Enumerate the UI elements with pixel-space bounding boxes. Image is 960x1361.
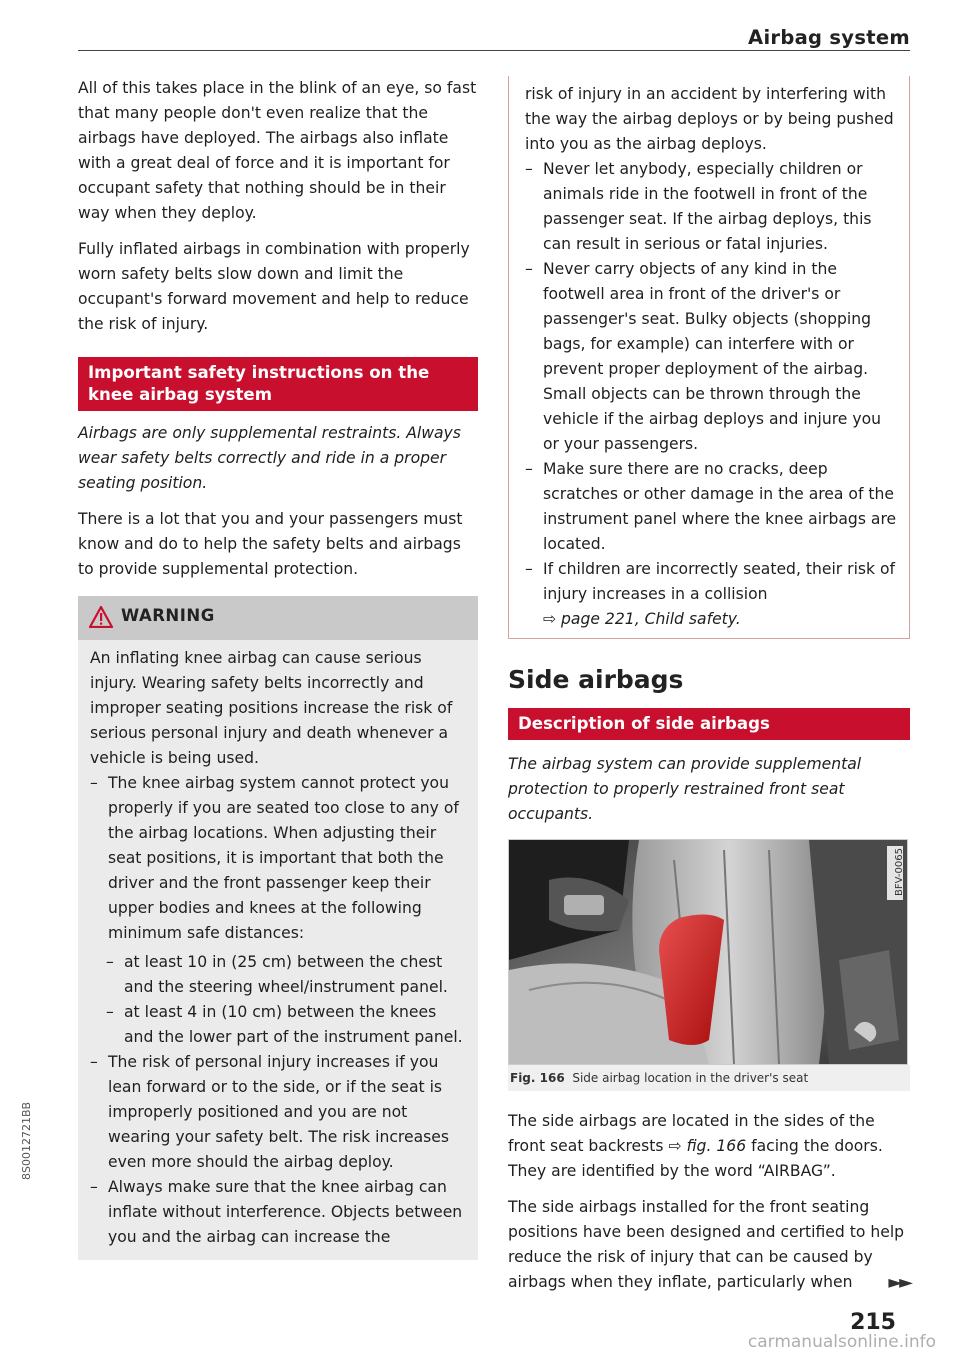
section-heading-side-airbags: Description of side airbags	[508, 708, 910, 740]
warning-box	[78, 596, 478, 1260]
section-heading-knee-airbag: Important safety instructions on the knee airbag system	[78, 357, 478, 411]
warning-bullet: – Always make sure that the knee airbag can inflate without interference. Objects between you and the airbag can increase the	[90, 1175, 466, 1250]
side-airbags-heading: Side airbags	[508, 665, 684, 694]
figure-code: BFV-0065	[894, 848, 905, 896]
right-column	[508, 76, 910, 1295]
warning-bullet: – The knee airbag system cannot protect you properly if you are seated too close to any of the airbag locations. When adjusting their seat positions, it is important that both the driver and the front passenger keep their upper bodies and knees at the following minimum safe distances:	[90, 771, 466, 946]
page-number: 215	[850, 1310, 896, 1335]
document-id: 8S0012721BB	[20, 1101, 33, 1180]
paragraph: All of this takes place in the blink of an eye, so fast that many people don't even realize that the airbags have deployed. The airbags also inflate with a great deal of force and it is important for occupant safety that nothing should be in their way when they deploy.	[78, 79, 477, 222]
figure-166	[508, 839, 910, 1091]
figure-caption: Fig. 166 Side airbag location in the driver's seat	[508, 1065, 910, 1091]
section-intro: Airbags are only supplemental restraints. Always wear safety belts correctly and ride in a proper seating position.	[78, 424, 461, 492]
child-safety-link[interactable]: ⇨ page 221, Child safety.	[543, 610, 741, 628]
seat-airbag-illustration	[508, 839, 908, 1065]
warning-bullet: – Never let anybody, especially children or animals ride in the footwell in front of the passenger seat. If the airbag deploys, this can result in serious or fatal injuries.	[525, 157, 897, 257]
warning-bullet: – Never carry objects of any kind in the footwell area in front of the driver's or passenger's seat. Bulky objects (shopping bags, for example) can interfere with or prevent proper deployment of the airbag. Small objects can be thrown through the vehicle if the airbag deploys and injure you or your passengers.	[525, 257, 897, 457]
header-rule	[78, 50, 910, 51]
warning-bullet: – If children are incorrectly seated, their risk of injury increases in a collision ⇨ page 221, Child safety.	[525, 557, 897, 632]
warning-title: WARNING	[121, 606, 215, 625]
warning-triangle-icon	[89, 606, 113, 632]
continue-arrow-icon: ►►	[888, 1272, 910, 1293]
warning-header	[78, 596, 478, 640]
warning-continuation-box	[508, 76, 910, 639]
watermark: carmanualsonline.info	[747, 1332, 936, 1352]
warning-lead: An inflating knee airbag can cause serious injury. Wearing safety belts incorrectly and improper seating positions increase the risk of serious personal injury and death whenever a vehicle is being used.	[90, 649, 453, 767]
left-column	[78, 76, 478, 1260]
warning-subbullet: – at least 10 in (25 cm) between the chest and the steering wheel/instrument panel.	[90, 950, 466, 1000]
paragraph: There is a lot that you and your passengers must know and do to help the safety belts and airbags to provide supplemental protection.	[78, 510, 463, 578]
paragraph: Fully inflated airbags in combination with properly worn safety belts slow down and limit the occupant's forward movement and help to reduce the risk of injury.	[78, 240, 470, 333]
section-intro: The airbag system can provide supplemental protection to properly restrained front seat occupants.	[508, 755, 862, 823]
page-header-title: Airbag system	[748, 26, 910, 49]
paragraph: The side airbags installed for the front seating positions have been designed and certified to help reduce the risk of injury that can be caused by airbags when they inflate, particularly when	[508, 1198, 905, 1291]
figure-166-link[interactable]: ⇨ fig. 166	[668, 1137, 747, 1155]
warning-bullet: – The risk of personal injury increases if you lean forward or to the side, or if the seat is improperly positioned and you are not wearing your safety belt. The risk increases even more should the airbag deploy.	[90, 1050, 466, 1175]
warning-continuation: risk of injury in an accident by interfering with the way the airbag deploys or by being pushed into you as the airbag deploys.	[525, 85, 894, 153]
warning-body	[78, 640, 478, 1260]
warning-subbullet: – at least 4 in (10 cm) between the knees and the lower part of the instrument panel.	[90, 1000, 466, 1050]
warning-bullet: – Make sure there are no cracks, deep scratches or other damage in the area of the instrument panel where the knee airbags are located.	[525, 457, 897, 557]
paragraph: The side airbags are located in the sides of the front seat backrests ⇨ fig. 166 facing the doors. They are identified by the word “AIRBAG”.	[508, 1112, 883, 1180]
